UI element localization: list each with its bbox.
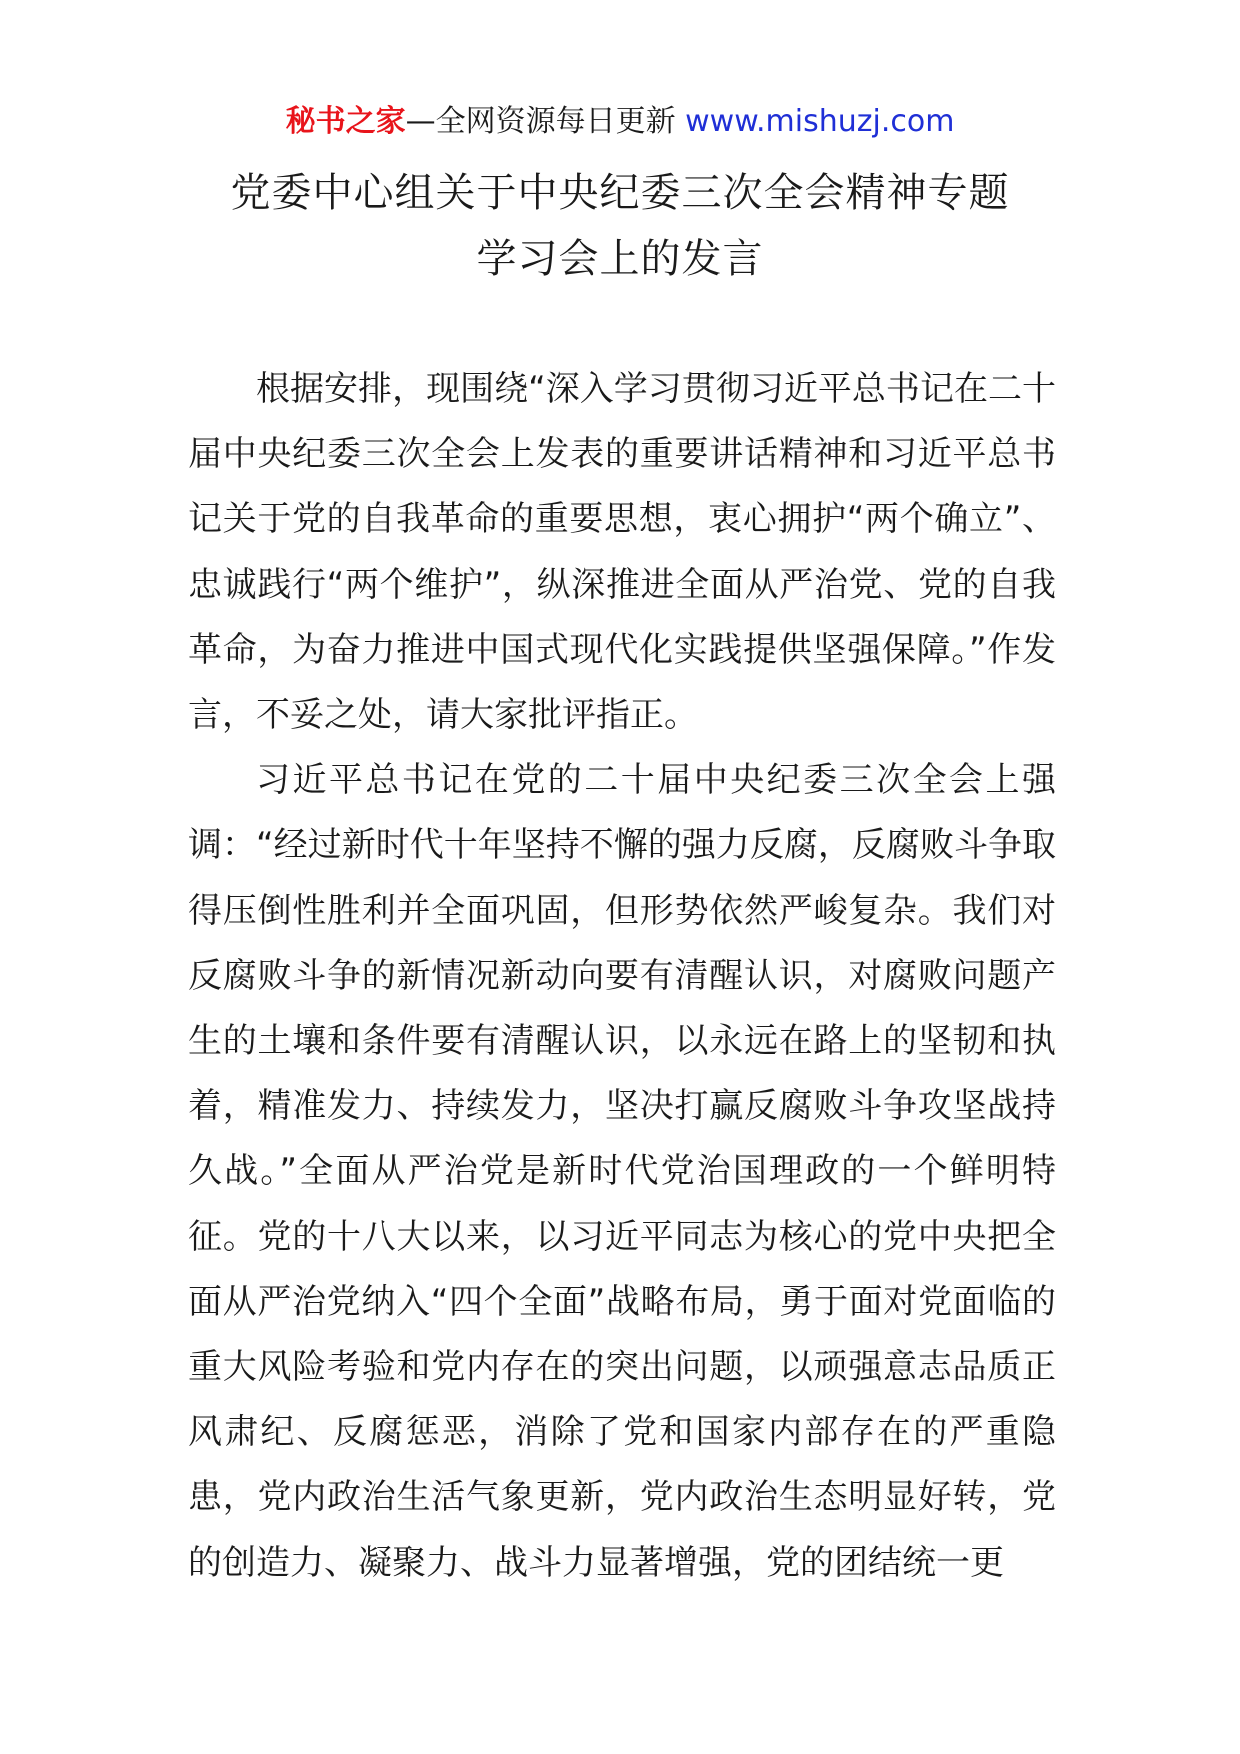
document-title	[0, 160, 1240, 292]
paragraph-1: 根据安排，现围绕“深入学习贯彻习近平总书记在二十届中央纪委三次全会上发表的重要讲话精神和习近平总书记关于党的自我革命的重要思想，衷心拥护“两个确立”、忠诚践行“两个维护”，纵深推进全面从严治党、党的自我革命，为奋力推进中国式现代化实践提供坚强保障。”作发言，不妥之处，请大家批评指正。	[188, 369, 1056, 736]
document-body	[188, 357, 1056, 1596]
paragraph-2: 习近平总书记在党的二十届中央纪委三次全会上强调：“经过新时代十年坚持不懈的强力反腐，反腐败斗争取得压倒性胜利并全面巩固，但形势依然严峻复杂。我们对反腐败斗争的新情况新动向要有清醒认识，对腐败问题产生的土壤和条件要有清醒认识，以永远在路上的坚韧和执着，精准发力、持续发力，坚决打赢反腐败斗争攻坚战持久战。”全面从严治党是新时代党治国理政的一个鲜明特征。党的十八大以来，以习近平同志为核心的党中央把全面从严治党纳入“四个全面”战略布局，勇于面对党面临的重大风险考验和党内存在的突出问题，以顽强意志品质正风肃纪、反腐惩恶，消除了党和国家内部存在的严重隐患，党内政治生活气象更新，党内政治生态明显好转，党的创造力、凝聚力、战斗力显著增强，党的团结统一更	[188, 760, 1056, 1583]
site-url-link[interactable]: www.mishuzj.com	[685, 104, 955, 139]
site-header	[0, 100, 1240, 144]
brand-name: 秘书之家	[285, 104, 406, 139]
title-line-2: 学习会上的发言	[476, 236, 764, 282]
header-tagline: —全网资源每日更新	[405, 104, 686, 139]
title-line-1: 党委中心组关于中央纪委三次全会精神专题	[230, 170, 1010, 216]
